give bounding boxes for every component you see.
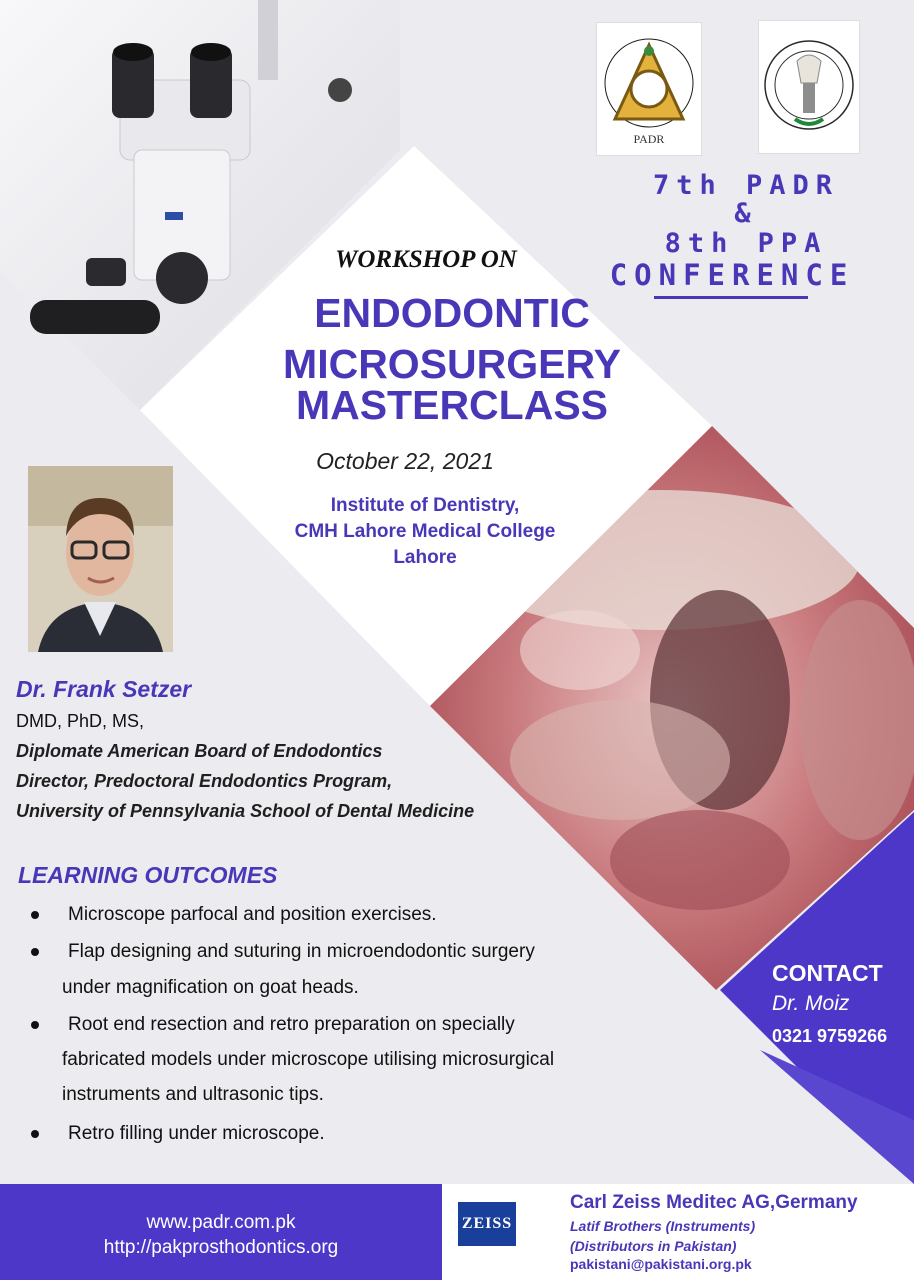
padr-abbr: PADR <box>633 132 665 146</box>
ppa-logo <box>758 20 860 154</box>
outcome-3-line-1: Root end resection and retro preparation on specially <box>68 1014 515 1035</box>
conference-line-4: CONFERENCE <box>609 258 855 292</box>
outcome-1: Microscope parfocal and position exercises. <box>68 904 437 925</box>
sponsor-email[interactable]: pakistani@pakistani.org.pk <box>570 1256 752 1272</box>
outcome-4: Retro filling under microscope. <box>68 1123 325 1144</box>
speaker-portrait <box>28 466 173 652</box>
bullet-icon <box>31 911 39 919</box>
contact-name: Dr. Moiz <box>772 992 850 1015</box>
workshop-title-line-3: MASTERCLASS <box>295 382 609 428</box>
outcome-3-line-2: fabricated models under microscope utilising microsurgical <box>62 1049 555 1070</box>
sponsor-company: Carl Zeiss Meditec AG,Germany <box>570 1192 858 1213</box>
outcome-2-line-1: Flap designing and suturing in microendodontic surgery <box>68 941 535 962</box>
workshop-prefix: WORKSHOP ON <box>335 246 517 273</box>
conference-line-3: 8th PPA <box>664 228 828 259</box>
footer-link-padr[interactable]: www.padr.com.pk <box>146 1212 296 1233</box>
workshop-title-line-2: MICROSURGERY <box>283 341 621 387</box>
zeiss-logo: ZEISS <box>458 1202 516 1246</box>
ppa-logo-icon <box>761 23 857 151</box>
distributor-line-1: Latif Brothers (Instruments) <box>570 1218 756 1234</box>
conference-line-1: 7th PADR <box>652 170 840 201</box>
padr-logo-icon <box>599 25 699 153</box>
conference-line-2: & <box>734 198 758 229</box>
speaker-credential-3: University of Pennsylvania School of Dental Medicine <box>16 801 475 821</box>
workshop-title-line-1: ENDODONTIC <box>314 290 590 336</box>
venue-line-1: Institute of Dentistry, <box>330 495 520 516</box>
speaker-degrees: DMD, PhD, MS, <box>16 711 145 731</box>
bullet-icon <box>31 1021 39 1029</box>
learning-outcomes-heading: LEARNING OUTCOMES <box>18 862 278 888</box>
contact-title: CONTACT <box>772 960 883 986</box>
venue-line-3: Lahore <box>393 547 457 568</box>
contact-phone: 0321 9759266 <box>772 1026 888 1046</box>
footer-link-ppa[interactable]: http://pakprosthodontics.org <box>103 1237 339 1258</box>
outcome-3-line-3: instruments and ultrasonic tips. <box>62 1084 324 1105</box>
speaker-credential-1: Diplomate American Board of Endodontics <box>16 741 383 761</box>
speaker-name: Dr. Frank Setzer <box>16 676 192 702</box>
bullet-icon <box>31 948 39 956</box>
workshop-date: October 22, 2021 <box>316 448 494 474</box>
bullet-icon <box>31 1130 39 1138</box>
outcome-2-line-2: under magnification on goat heads. <box>62 977 359 998</box>
distributor-line-2: (Distributors in Pakistan) <box>570 1238 737 1254</box>
venue-line-2: CMH Lahore Medical College <box>294 521 556 542</box>
padr-logo <box>596 22 702 156</box>
speaker-credential-2: Director, Predoctoral Endodontics Program, <box>16 771 393 791</box>
